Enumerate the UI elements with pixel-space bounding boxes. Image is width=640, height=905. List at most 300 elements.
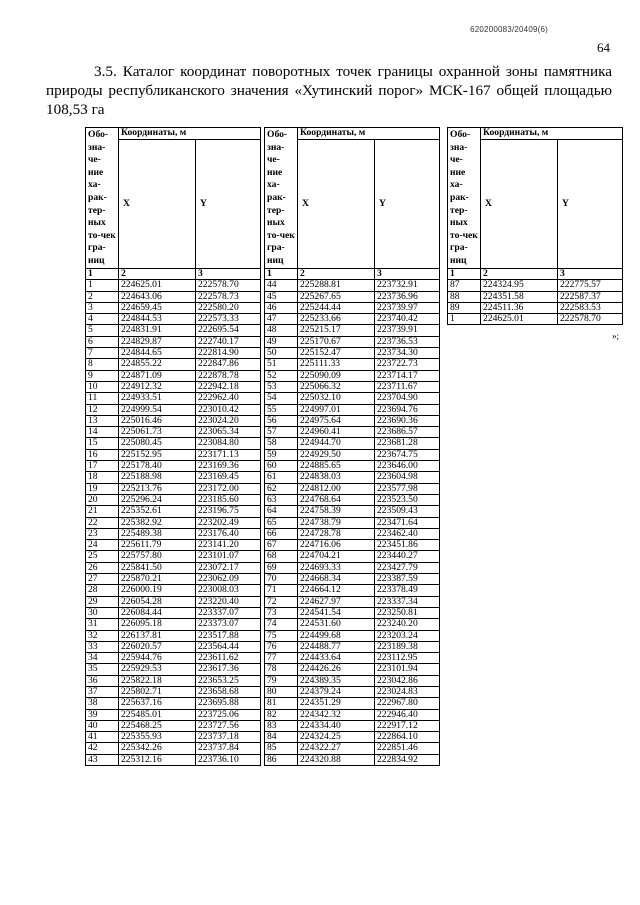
- point-number-cell: 69: [265, 562, 298, 573]
- x-coordinate-cell: 224320.88: [298, 754, 375, 765]
- y-coordinate-cell: 223084.80: [196, 438, 261, 449]
- table-row: [86, 404, 261, 415]
- table-row: [86, 562, 261, 573]
- table-row: [86, 641, 261, 652]
- table-row: [86, 370, 261, 381]
- y-coordinate-cell: 223694.76: [375, 404, 440, 415]
- table-row: [265, 461, 440, 472]
- table-row: [265, 585, 440, 596]
- column-number-cell: 2: [298, 269, 375, 280]
- y-coordinate-cell: 223250.81: [375, 607, 440, 618]
- table-row: [86, 472, 261, 483]
- y-coordinate-cell: 222917.12: [375, 720, 440, 731]
- point-number-cell: 77: [265, 653, 298, 664]
- y-coordinate-cell: 223171.13: [196, 449, 261, 460]
- table-row: [265, 506, 440, 517]
- table-row: [86, 551, 261, 562]
- point-number-cell: 80: [265, 686, 298, 697]
- x-coordinate-cell: 224844.65: [119, 348, 196, 359]
- y-coordinate-cell: 223010.42: [196, 404, 261, 415]
- table-row: [86, 698, 261, 709]
- table-row: [265, 607, 440, 618]
- table-row: [86, 743, 261, 754]
- point-number-cell: 72: [265, 596, 298, 607]
- x-coordinate-cell: 224829.87: [119, 336, 196, 347]
- x-coordinate-cell: 224716.06: [298, 540, 375, 551]
- point-number-cell: 58: [265, 438, 298, 449]
- x-coordinate-cell: 225061.73: [119, 427, 196, 438]
- y-coordinate-cell: 223740.42: [375, 314, 440, 325]
- y-coordinate-cell: 223686.57: [375, 427, 440, 438]
- table-row: [86, 449, 261, 460]
- x-coordinate-cell: 224944.70: [298, 438, 375, 449]
- x-coordinate-cell: 224855.22: [119, 359, 196, 370]
- point-number-cell: 23: [86, 528, 119, 539]
- table-row: [265, 381, 440, 392]
- table-row: [265, 336, 440, 347]
- coordinates-table-3: [447, 127, 623, 325]
- y-coordinate-cell: 223737.18: [196, 732, 261, 743]
- point-number-cell: 43: [86, 754, 119, 765]
- x-coordinate-cell: 224627.97: [298, 596, 375, 607]
- point-number-cell: 84: [265, 732, 298, 743]
- y-coordinate-cell: 223240.20: [375, 619, 440, 630]
- table-row: [265, 709, 440, 720]
- y-coordinate-cell: 223373.07: [196, 619, 261, 630]
- x-coordinate-cell: 224664.12: [298, 585, 375, 596]
- x-coordinate-cell: 224488.77: [298, 641, 375, 652]
- y-coordinate-cell: 222864.10: [375, 732, 440, 743]
- x-coordinate-cell: 224831.91: [119, 325, 196, 336]
- table-row: [265, 494, 440, 505]
- table-row: [265, 698, 440, 709]
- x-coordinate-cell: 224643.06: [119, 291, 196, 302]
- y-coordinate-cell: 223658.68: [196, 686, 261, 697]
- x-coordinate-cell: 225802.71: [119, 686, 196, 697]
- coordinates-header: Координаты, м: [298, 128, 440, 140]
- x-coordinate-cell: 224511.36: [481, 302, 558, 313]
- table-row: [86, 607, 261, 618]
- y-coordinate-cell: 223646.00: [375, 461, 440, 472]
- point-number-cell: 66: [265, 528, 298, 539]
- y-coordinate-cell: 223611.62: [196, 653, 261, 664]
- y-coordinate-cell: 223176.40: [196, 528, 261, 539]
- point-number-cell: 26: [86, 562, 119, 573]
- y-coordinate-cell: 223202.49: [196, 517, 261, 528]
- y-coordinate-cell: 223101.07: [196, 551, 261, 562]
- y-coordinate-cell: 223462.40: [375, 528, 440, 539]
- point-number-cell: 53: [265, 381, 298, 392]
- point-number-cell: 20: [86, 494, 119, 505]
- table-row: [86, 494, 261, 505]
- y-coordinate-cell: 222578.70: [558, 314, 623, 325]
- table-row: [265, 348, 440, 359]
- table-row: [265, 404, 440, 415]
- x-coordinate-cell: 224351.29: [298, 698, 375, 709]
- table-row: [265, 370, 440, 381]
- x-coordinate-cell: 224541.54: [298, 607, 375, 618]
- column-number-cell: 3: [558, 269, 623, 280]
- point-number-cell: 63: [265, 494, 298, 505]
- point-number-cell: 32: [86, 630, 119, 641]
- table-row: [265, 641, 440, 652]
- x-coordinate-cell: 225244.44: [298, 302, 375, 313]
- y-coordinate-cell: 223112.95: [375, 653, 440, 664]
- y-coordinate-cell: 223725.06: [196, 709, 261, 720]
- y-coordinate-cell: 222851.46: [375, 743, 440, 754]
- x-header: X: [481, 140, 558, 269]
- point-number-cell: 73: [265, 607, 298, 618]
- x-coordinate-cell: 225288.81: [298, 280, 375, 291]
- table-row: [265, 528, 440, 539]
- x-coordinate-cell: 224704.21: [298, 551, 375, 562]
- point-number-cell: 85: [265, 743, 298, 754]
- x-coordinate-cell: 224342.32: [298, 709, 375, 720]
- x-coordinate-cell: 224871.09: [119, 370, 196, 381]
- section-heading: 3.5. Каталог координат поворотных точек границы охранной зоны памятника природы республиканского значения «Хутинский порог» МСК-167 общей площадью 108,53 га: [46, 63, 612, 118]
- table-row: [86, 720, 261, 731]
- y-coordinate-cell: 223736.53: [375, 336, 440, 347]
- point-number-cell: 3: [86, 302, 119, 313]
- y-coordinate-cell: 223387.59: [375, 574, 440, 585]
- x-header: X: [119, 140, 196, 269]
- designation-header: Обо-зна-че-ние ха-рак-тер-ных то-чек гра-ниц: [448, 128, 481, 269]
- y-coordinate-cell: 223203.24: [375, 630, 440, 641]
- x-coordinate-cell: 224844.53: [119, 314, 196, 325]
- table-row: [265, 438, 440, 449]
- x-coordinate-cell: 225468.25: [119, 720, 196, 731]
- point-number-cell: 11: [86, 393, 119, 404]
- point-number-cell: 19: [86, 483, 119, 494]
- table-row: [265, 664, 440, 675]
- x-coordinate-cell: 224531.60: [298, 619, 375, 630]
- table-row: [265, 540, 440, 551]
- y-coordinate-cell: 223739.91: [375, 325, 440, 336]
- point-number-cell: 34: [86, 653, 119, 664]
- point-number-cell: 9: [86, 370, 119, 381]
- point-number-cell: 21: [86, 506, 119, 517]
- x-coordinate-cell: 225016.46: [119, 415, 196, 426]
- point-number-cell: 4: [86, 314, 119, 325]
- y-coordinate-cell: 222775.57: [558, 280, 623, 291]
- point-number-cell: 39: [86, 709, 119, 720]
- table-row: [86, 381, 261, 392]
- page-number: 64: [597, 40, 610, 55]
- y-coordinate-cell: 223141.20: [196, 540, 261, 551]
- coordinates-table-1: [85, 127, 261, 766]
- point-number-cell: 17: [86, 461, 119, 472]
- table-row: [265, 483, 440, 494]
- y-coordinate-cell: 223220.40: [196, 596, 261, 607]
- y-coordinate-cell: 222946.40: [375, 709, 440, 720]
- y-coordinate-cell: 222847.86: [196, 359, 261, 370]
- header-row: [448, 128, 623, 140]
- x-coordinate-cell: 225352.61: [119, 506, 196, 517]
- x-coordinate-cell: 224960.41: [298, 427, 375, 438]
- table-row: [265, 630, 440, 641]
- y-coordinate-cell: 222580.20: [196, 302, 261, 313]
- table-row: [265, 574, 440, 585]
- point-number-cell: 75: [265, 630, 298, 641]
- y-coordinate-cell: 222962.40: [196, 393, 261, 404]
- table-row: [86, 302, 261, 313]
- x-coordinate-cell: 225188.98: [119, 472, 196, 483]
- point-number-cell: 1: [86, 280, 119, 291]
- x-coordinate-cell: 224999.54: [119, 404, 196, 415]
- y-coordinate-cell: 223337.07: [196, 607, 261, 618]
- table-row: [265, 562, 440, 573]
- x-coordinate-cell: 225822.18: [119, 675, 196, 686]
- x-coordinate-cell: 225355.93: [119, 732, 196, 743]
- table-row: [86, 461, 261, 472]
- x-coordinate-cell: 224768.64: [298, 494, 375, 505]
- x-coordinate-cell: 224499.68: [298, 630, 375, 641]
- point-number-cell: 6: [86, 336, 119, 347]
- x-coordinate-cell: 224997.01: [298, 404, 375, 415]
- y-coordinate-cell: 223471.64: [375, 517, 440, 528]
- column-number-row: [86, 269, 261, 280]
- point-number-cell: 15: [86, 438, 119, 449]
- point-number-cell: 18: [86, 472, 119, 483]
- y-coordinate-cell: 223196.75: [196, 506, 261, 517]
- x-coordinate-cell: 225213.76: [119, 483, 196, 494]
- point-number-cell: 71: [265, 585, 298, 596]
- table-row: [265, 619, 440, 630]
- column-number-cell: 3: [196, 269, 261, 280]
- y-coordinate-cell: 223024.20: [196, 415, 261, 426]
- point-number-cell: 47: [265, 314, 298, 325]
- x-coordinate-cell: 225312.16: [119, 754, 196, 765]
- point-number-cell: 30: [86, 607, 119, 618]
- x-coordinate-cell: 225611.79: [119, 540, 196, 551]
- x-coordinate-cell: 224433.64: [298, 653, 375, 664]
- y-coordinate-cell: 222834.92: [375, 754, 440, 765]
- point-number-cell: 88: [448, 291, 481, 302]
- x-header: X: [298, 140, 375, 269]
- point-number-cell: 41: [86, 732, 119, 743]
- x-coordinate-cell: 224838.03: [298, 472, 375, 483]
- x-coordinate-cell: 225870.21: [119, 574, 196, 585]
- table-row: [265, 653, 440, 664]
- table-row: [86, 348, 261, 359]
- table-row: [86, 427, 261, 438]
- y-coordinate-cell: 223517.88: [196, 630, 261, 641]
- table-row: [86, 483, 261, 494]
- table-row: [265, 415, 440, 426]
- point-number-cell: 10: [86, 381, 119, 392]
- y-coordinate-cell: 223727.56: [196, 720, 261, 731]
- x-coordinate-cell: 225152.47: [298, 348, 375, 359]
- x-coordinate-cell: 224659.45: [119, 302, 196, 313]
- x-coordinate-cell: 225178.40: [119, 461, 196, 472]
- closing-quote: »;: [612, 331, 620, 341]
- table-row: [86, 630, 261, 641]
- point-number-cell: 14: [86, 427, 119, 438]
- point-number-cell: 68: [265, 551, 298, 562]
- x-coordinate-cell: 225090.09: [298, 370, 375, 381]
- point-number-cell: 42: [86, 743, 119, 754]
- y-coordinate-cell: 222587.37: [558, 291, 623, 302]
- table-row: [265, 427, 440, 438]
- point-number-cell: 29: [86, 596, 119, 607]
- y-coordinate-cell: 222942.18: [196, 381, 261, 392]
- x-coordinate-cell: 225342.26: [119, 743, 196, 754]
- table-row: [448, 280, 623, 291]
- column-number-cell: 2: [481, 269, 558, 280]
- point-number-cell: 8: [86, 359, 119, 370]
- x-coordinate-cell: 225489.38: [119, 528, 196, 539]
- x-coordinate-cell: 226054.28: [119, 596, 196, 607]
- table-row: [265, 686, 440, 697]
- table-row: [86, 506, 261, 517]
- x-coordinate-cell: 224933.51: [119, 393, 196, 404]
- y-coordinate-cell: 222695.54: [196, 325, 261, 336]
- table-row: [265, 325, 440, 336]
- point-number-cell: 61: [265, 472, 298, 483]
- y-header: Y: [375, 140, 440, 269]
- point-number-cell: 54: [265, 393, 298, 404]
- x-coordinate-cell: 224351.58: [481, 291, 558, 302]
- x-coordinate-cell: 226000.19: [119, 585, 196, 596]
- y-coordinate-cell: 222578.70: [196, 280, 261, 291]
- point-number-cell: 37: [86, 686, 119, 697]
- x-coordinate-cell: 225233.66: [298, 314, 375, 325]
- point-number-cell: 86: [265, 754, 298, 765]
- y-coordinate-cell: 223722.73: [375, 359, 440, 370]
- x-coordinate-cell: 224389.35: [298, 675, 375, 686]
- point-number-cell: 12: [86, 404, 119, 415]
- y-coordinate-cell: 223604.98: [375, 472, 440, 483]
- table-row: [86, 314, 261, 325]
- y-coordinate-cell: 222878.78: [196, 370, 261, 381]
- point-number-cell: 87: [448, 280, 481, 291]
- x-coordinate-cell: 225382.92: [119, 517, 196, 528]
- point-number-cell: 74: [265, 619, 298, 630]
- y-coordinate-cell: 222967.80: [375, 698, 440, 709]
- point-number-cell: 49: [265, 336, 298, 347]
- y-coordinate-cell: 223065.34: [196, 427, 261, 438]
- y-coordinate-cell: 223062.09: [196, 574, 261, 585]
- y-coordinate-cell: 223736.96: [375, 291, 440, 302]
- header-row: [86, 128, 261, 140]
- point-number-cell: 24: [86, 540, 119, 551]
- y-coordinate-cell: 223734.30: [375, 348, 440, 359]
- y-header: Y: [196, 140, 261, 269]
- point-number-cell: 27: [86, 574, 119, 585]
- table-row: [448, 291, 623, 302]
- point-number-cell: 67: [265, 540, 298, 551]
- x-coordinate-cell: 224728.78: [298, 528, 375, 539]
- y-header: Y: [558, 140, 623, 269]
- y-coordinate-cell: 223042.86: [375, 675, 440, 686]
- point-number-cell: 57: [265, 427, 298, 438]
- x-coordinate-cell: 225841.50: [119, 562, 196, 573]
- y-coordinate-cell: 223704.90: [375, 393, 440, 404]
- table-row: [86, 517, 261, 528]
- table-row: [86, 596, 261, 607]
- point-number-cell: 70: [265, 574, 298, 585]
- x-coordinate-cell: 225944.76: [119, 653, 196, 664]
- table-row: [86, 585, 261, 596]
- y-coordinate-cell: 222578.73: [196, 291, 261, 302]
- y-coordinate-cell: 223008.03: [196, 585, 261, 596]
- point-number-cell: 13: [86, 415, 119, 426]
- x-coordinate-cell: 224426.26: [298, 664, 375, 675]
- y-coordinate-cell: 223617.36: [196, 664, 261, 675]
- point-number-cell: 60: [265, 461, 298, 472]
- x-coordinate-cell: 225929.53: [119, 664, 196, 675]
- point-number-cell: 56: [265, 415, 298, 426]
- table-row: [86, 653, 261, 664]
- y-coordinate-cell: 223101.94: [375, 664, 440, 675]
- table-row: [86, 664, 261, 675]
- point-number-cell: 55: [265, 404, 298, 415]
- column-number-cell: 1: [86, 269, 119, 280]
- point-number-cell: 81: [265, 698, 298, 709]
- table-row: [265, 314, 440, 325]
- table-row: [265, 551, 440, 562]
- x-coordinate-cell: 226084.44: [119, 607, 196, 618]
- point-number-cell: 33: [86, 641, 119, 652]
- x-coordinate-cell: 225080.45: [119, 438, 196, 449]
- point-number-cell: 79: [265, 675, 298, 686]
- point-number-cell: 36: [86, 675, 119, 686]
- y-coordinate-cell: 223451.86: [375, 540, 440, 551]
- table-row: [265, 472, 440, 483]
- table-row: [265, 732, 440, 743]
- column-number-row: [448, 269, 623, 280]
- y-coordinate-cell: 223072.17: [196, 562, 261, 573]
- x-coordinate-cell: 226020.57: [119, 641, 196, 652]
- point-number-cell: 45: [265, 291, 298, 302]
- y-coordinate-cell: 222814.90: [196, 348, 261, 359]
- point-number-cell: 46: [265, 302, 298, 313]
- designation-header: Обо-зна-че-ние ха-рак-тер-ных то-чек гра-ниц: [86, 128, 119, 269]
- point-number-cell: 28: [86, 585, 119, 596]
- table-row: [265, 280, 440, 291]
- column-number-cell: 2: [119, 269, 196, 280]
- point-number-cell: 65: [265, 517, 298, 528]
- designation-header: Обо-зна-че-ние ха-рак-тер-ных то-чек гра-ниц: [265, 128, 298, 269]
- y-coordinate-cell: 223653.25: [196, 675, 261, 686]
- x-coordinate-cell: 225637.16: [119, 698, 196, 709]
- y-coordinate-cell: 223337.34: [375, 596, 440, 607]
- table-row: [86, 280, 261, 291]
- column-number-cell: 1: [448, 269, 481, 280]
- x-coordinate-cell: 225267.65: [298, 291, 375, 302]
- x-coordinate-cell: 225485.01: [119, 709, 196, 720]
- table-row: [86, 528, 261, 539]
- x-coordinate-cell: 225152.95: [119, 449, 196, 460]
- x-coordinate-cell: 224912.32: [119, 381, 196, 392]
- table-row: [265, 517, 440, 528]
- table-row: [86, 709, 261, 720]
- y-coordinate-cell: 223674.75: [375, 449, 440, 460]
- y-coordinate-cell: 223440.27: [375, 551, 440, 562]
- y-coordinate-cell: 223711.67: [375, 381, 440, 392]
- coordinates-header: Координаты, м: [119, 128, 261, 140]
- y-coordinate-cell: 223714.17: [375, 370, 440, 381]
- y-coordinate-cell: 223172.00: [196, 483, 261, 494]
- column-number-cell: 3: [375, 269, 440, 280]
- table-row: [265, 291, 440, 302]
- table-row: [265, 743, 440, 754]
- table-row: [448, 314, 623, 325]
- y-coordinate-cell: 223024.83: [375, 686, 440, 697]
- point-number-cell: 1: [448, 314, 481, 325]
- x-coordinate-cell: 224975.64: [298, 415, 375, 426]
- table-row: [265, 302, 440, 313]
